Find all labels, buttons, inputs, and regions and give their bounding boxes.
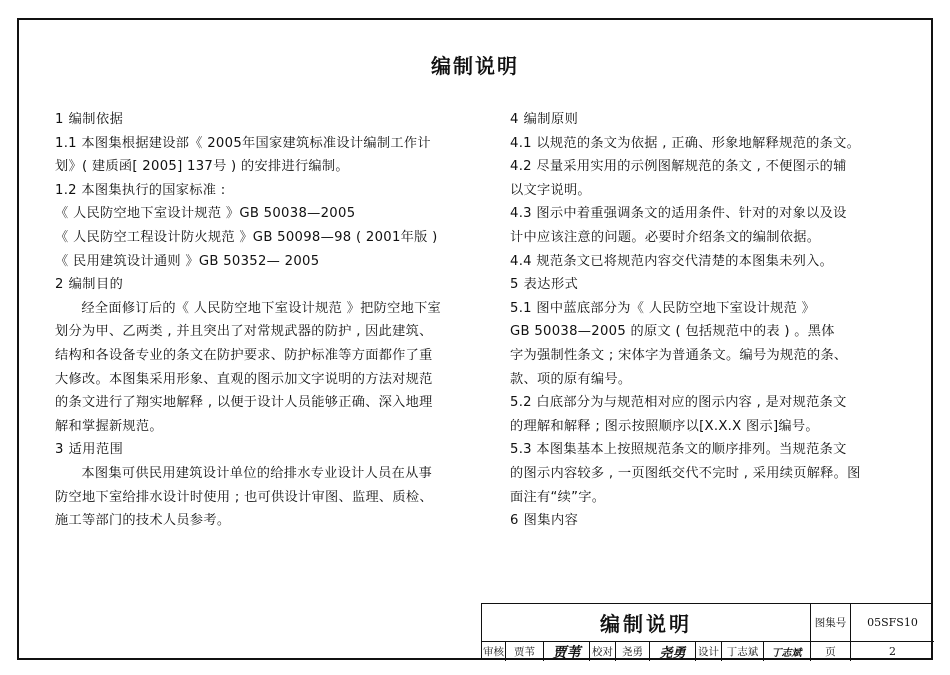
text-line: 款、项的原有编号。 [510,371,632,387]
check-signature: 尧勇 [650,642,696,661]
right-column [510,108,915,533]
section-heading: 3 适用范围 [55,442,124,458]
design-label: 设计 [696,642,722,661]
atlas-number: 05SFS10 [851,604,934,642]
text-line: 的理解和解释 ; 图示按照顺序以[X.X.X 图示]编号。 [510,418,819,434]
section-heading: 6 图集内容 [510,513,579,529]
section-heading: 2 编制目的 [55,277,124,293]
title-block-name: 编制说明 [482,604,811,642]
text-line: 的图示内容较多 , 一页图纸交代不完时 , 采用续页解释。图 [510,465,861,481]
text-line: 字为强制性条文 ; 宋体字为普通条文。编号为规范的条、 [510,347,848,363]
text-line: 5.2 白底部分为与规范相对应的图示内容 , 是对规范条文 [510,395,847,411]
design-name: 丁志斌 [722,642,764,661]
text-line: 4.4 规范条文已将规范内容交代清楚的本图集未列入。 [510,253,834,269]
text-line: 面注有“续”字。 [510,489,606,505]
section-heading: 1 编制依据 [55,112,124,127]
check-name: 尧勇 [616,642,650,661]
text-line: 划》( 建质函[ 2005] 137号 ) 的安排进行编制。 [55,159,349,175]
review-signature: 贾苇 [544,642,590,661]
text-line: 防空地下室给排水设计时使用 ; 也可供设计审图、监理、质检、 [55,489,433,505]
section-heading: 5 表达形式 [510,277,579,293]
text-line: 《 人民防空地下室设计规范 》GB 50038—2005 [55,206,356,222]
title-block [481,603,933,660]
text-line: 的条文进行了翔实地解释 , 以便于设计人员能够正确、深入地理 [55,395,433,411]
page-title: 编制说明 [431,54,519,78]
text-line: 5.1 图中蓝底部分为《 人民防空地下室设计规范 》 [510,300,816,316]
text-line: 施工等部门的技术人员参考。 [55,513,231,529]
section-heading: 4 编制原则 [510,112,579,127]
text-line: 本图集可供民用建筑设计单位的给排水专业设计人员在从事 [81,465,433,481]
atlas-number-label: 图集号 [811,604,851,642]
text-line: 1.2 本图集执行的国家标准 : [55,182,226,198]
check-label: 校对 [590,642,616,661]
left-column [55,108,460,533]
text-line: 划分为甲、乙两类 , 并且突出了对常规武器的防护 , 因此建筑、 [55,324,433,340]
text-line: 解和掌握新规范。 [55,418,163,434]
page-number: 2 [889,645,896,658]
text-line: 《 人民防空工程设计防火规范 》GB 50098—98 ( 2001年版 ) [55,229,438,245]
text-line: 以文字说明。 [510,182,591,198]
review-name: 贾苇 [506,642,544,661]
text-line: 计中应该注意的问题。必要时介绍条文的编制依据。 [510,229,821,245]
page-label: 页 [811,642,851,661]
text-line: 1.1 本图集根据建设部《 2005年国家建筑标准设计编制工作计 [55,135,431,151]
signature-row [482,642,811,661]
design-signature: 丁志斌 [771,648,802,659]
text-line: 4.3 图示中着重强调条文的适用条件、针对的对象以及设 [510,206,847,222]
text-line: 4.2 尽量采用实用的示例图解规范的条文 , 不便图示的辅 [510,159,847,175]
text-line: 《 民用建筑设计通则 》GB 50352— 2005 [55,253,320,269]
review-label: 审核 [482,642,506,661]
text-line: 5.3 本图集基本上按照规范条文的顺序排列。当规范条文 [510,442,847,458]
text-line: 大修改。本图集采用形象、直观的图示加文字说明的方法对规范 [55,371,433,387]
text-line: 结构和各设备专业的条文在防护要求、防护标准等方面都作了重 [55,347,433,363]
text-line: GB 50038—2005 的原文 ( 包括规范中的表 ) 。黑体 [510,324,835,340]
text-line: 经全面修订后的《 人民防空地下室设计规范 》把防空地下室 [81,300,442,316]
text-line: 4.1 以规范的条文为依据 , 正确、形象地解释规范的条文。 [510,135,861,151]
